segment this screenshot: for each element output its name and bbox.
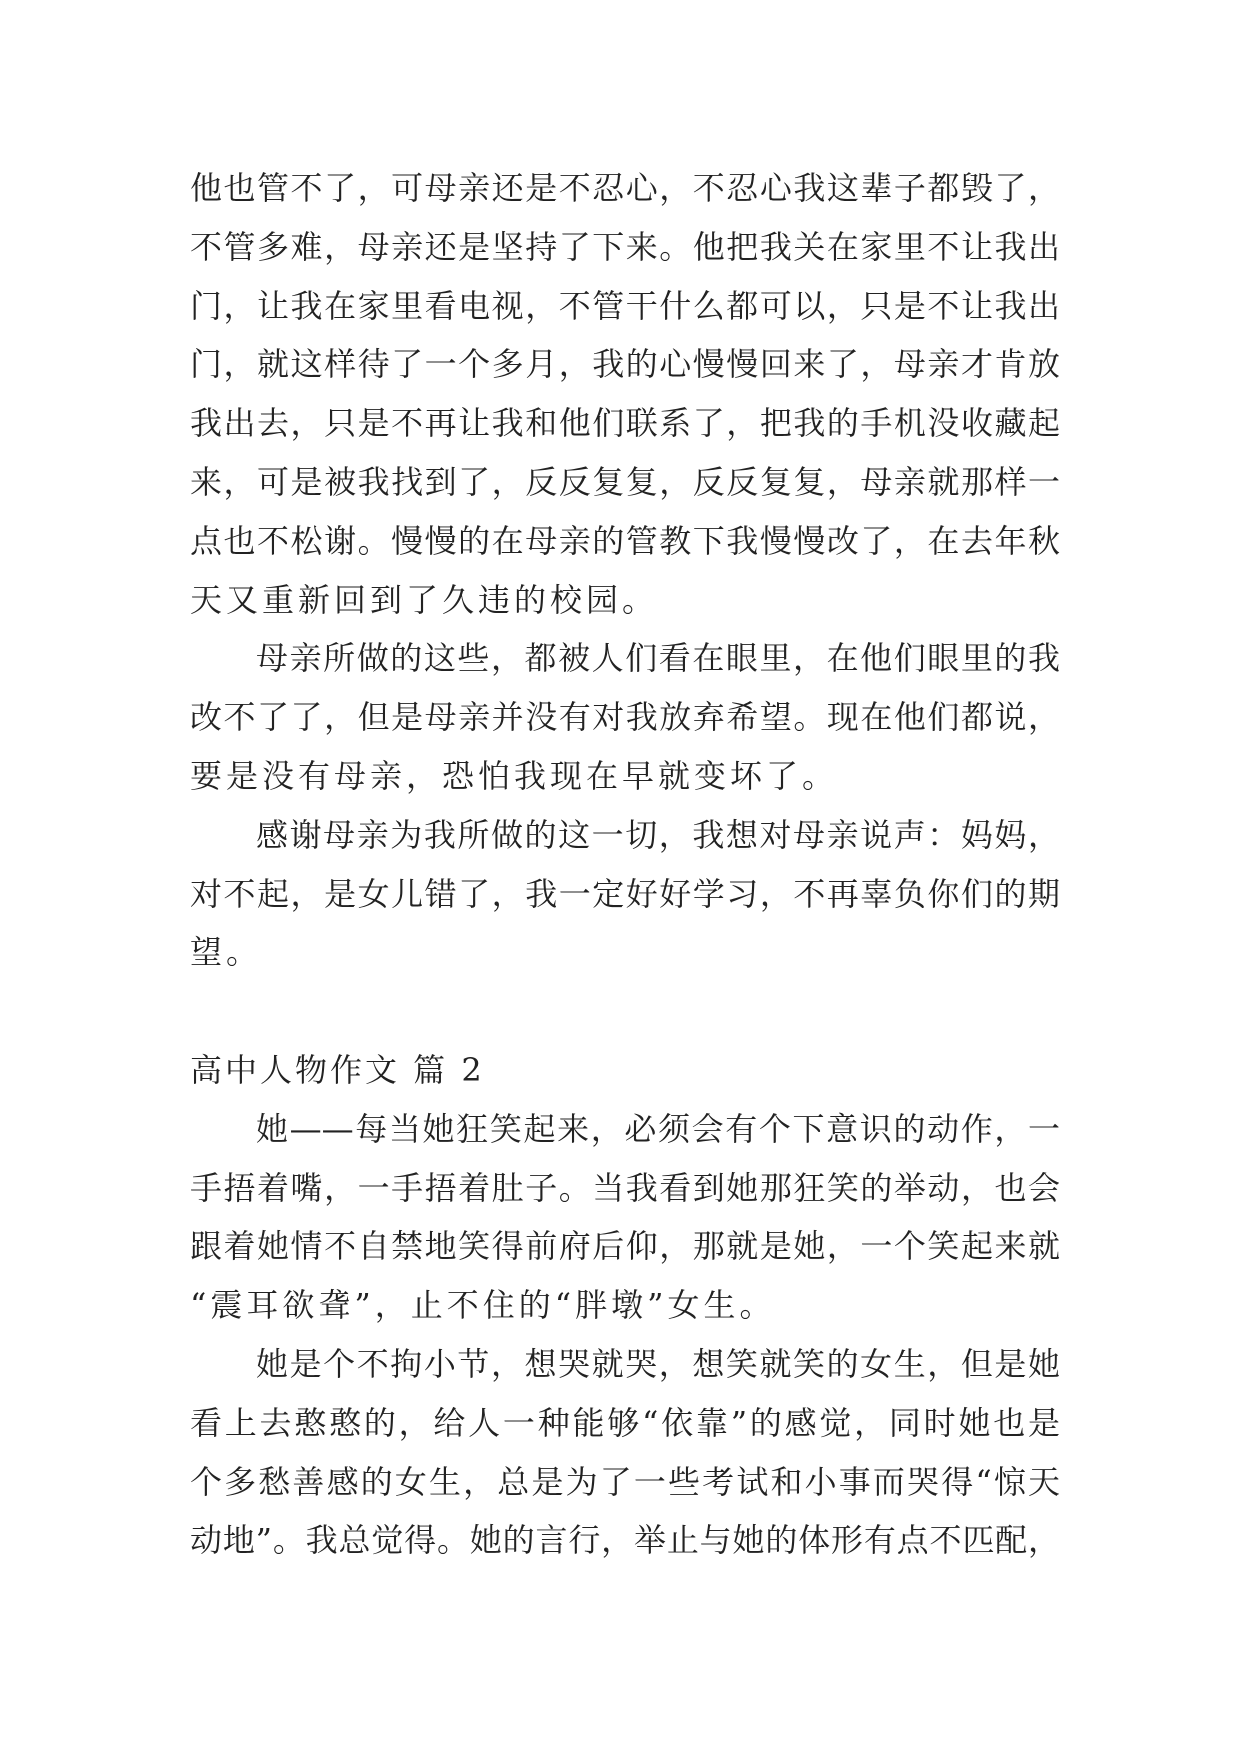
paragraph-line: 我出去，只是不再让我和他们联系了，把我的手机没收藏起 xyxy=(190,404,1060,443)
paragraph-line: 门，让我在家里看电视，不管干什么都可以，只是不让我出 xyxy=(190,286,1060,325)
paragraph-line: 望。 xyxy=(190,933,263,972)
paragraph-line: 来，可是被我找到了，反反复复，反反复复，母亲就那样一 xyxy=(190,462,1060,501)
paragraph-line: 个多愁善感的女生，总是为了一些考试和小事而哭得“惊天 xyxy=(190,1462,1060,1501)
document-body xyxy=(190,159,1060,1570)
paragraph-line: 他也管不了，可母亲还是不忍心，不忍心我这辈子都毁了， xyxy=(190,169,1060,207)
paragraph-line: 看上去憨憨的，给人一种能够“依靠”的感觉，同时她也是 xyxy=(190,1403,1060,1442)
paragraph-line: 跟着她情不自禁地笑得前府后仰，那就是她，一个笑起来就 xyxy=(190,1227,1060,1266)
paragraph-line: 感谢母亲为我所做的这一切，我想对母亲说声：妈妈， xyxy=(256,815,1060,854)
paragraph-line: 手捂着嘴，一手捂着肚子。当我看到她那狂笑的举动，也会 xyxy=(190,1168,1060,1207)
section-heading: 高中人物作文 篇 2 xyxy=(190,1050,485,1089)
paragraph-line: 点也不松谢。慢慢的在母亲的管教下我慢慢改了，在去年秋 xyxy=(190,521,1060,560)
paragraph-line: 改不了了，但是母亲并没有对我放弃希望。现在他们都说， xyxy=(190,698,1060,737)
paragraph-line: “震耳欲聋”，止不住的“胖墩”女生。 xyxy=(190,1286,776,1325)
paragraph-line: 她是个不拘小节，想哭就哭，想笑就笑的女生，但是她 xyxy=(256,1344,1060,1383)
paragraph-line: 门，就这样待了一个多月，我的心慢慢回来了，母亲才肯放 xyxy=(190,345,1060,384)
paragraph-line: 母亲所做的这些，都被人们看在眼里，在他们眼里的我 xyxy=(256,639,1060,678)
section-gap xyxy=(190,982,1060,1041)
paragraph-line: 对不起，是女儿错了，我一定好好学习，不再辜负你们的期 xyxy=(190,874,1060,913)
paragraph-line: 动地”。我总觉得。她的言行，举止与她的体形有点不匹配， xyxy=(190,1521,1060,1560)
paragraph-line: 不管多难，母亲还是坚持了下来。他把我关在家里不让我出 xyxy=(190,227,1060,266)
paragraph-line: 要是没有母亲，恐怕我现在早就变坏了。 xyxy=(190,756,839,795)
paragraph-line: 她——每当她狂笑起来，必须会有个下意识的动作，一 xyxy=(256,1109,1060,1148)
paragraph-line: 天又重新回到了久违的校园。 xyxy=(190,580,659,619)
